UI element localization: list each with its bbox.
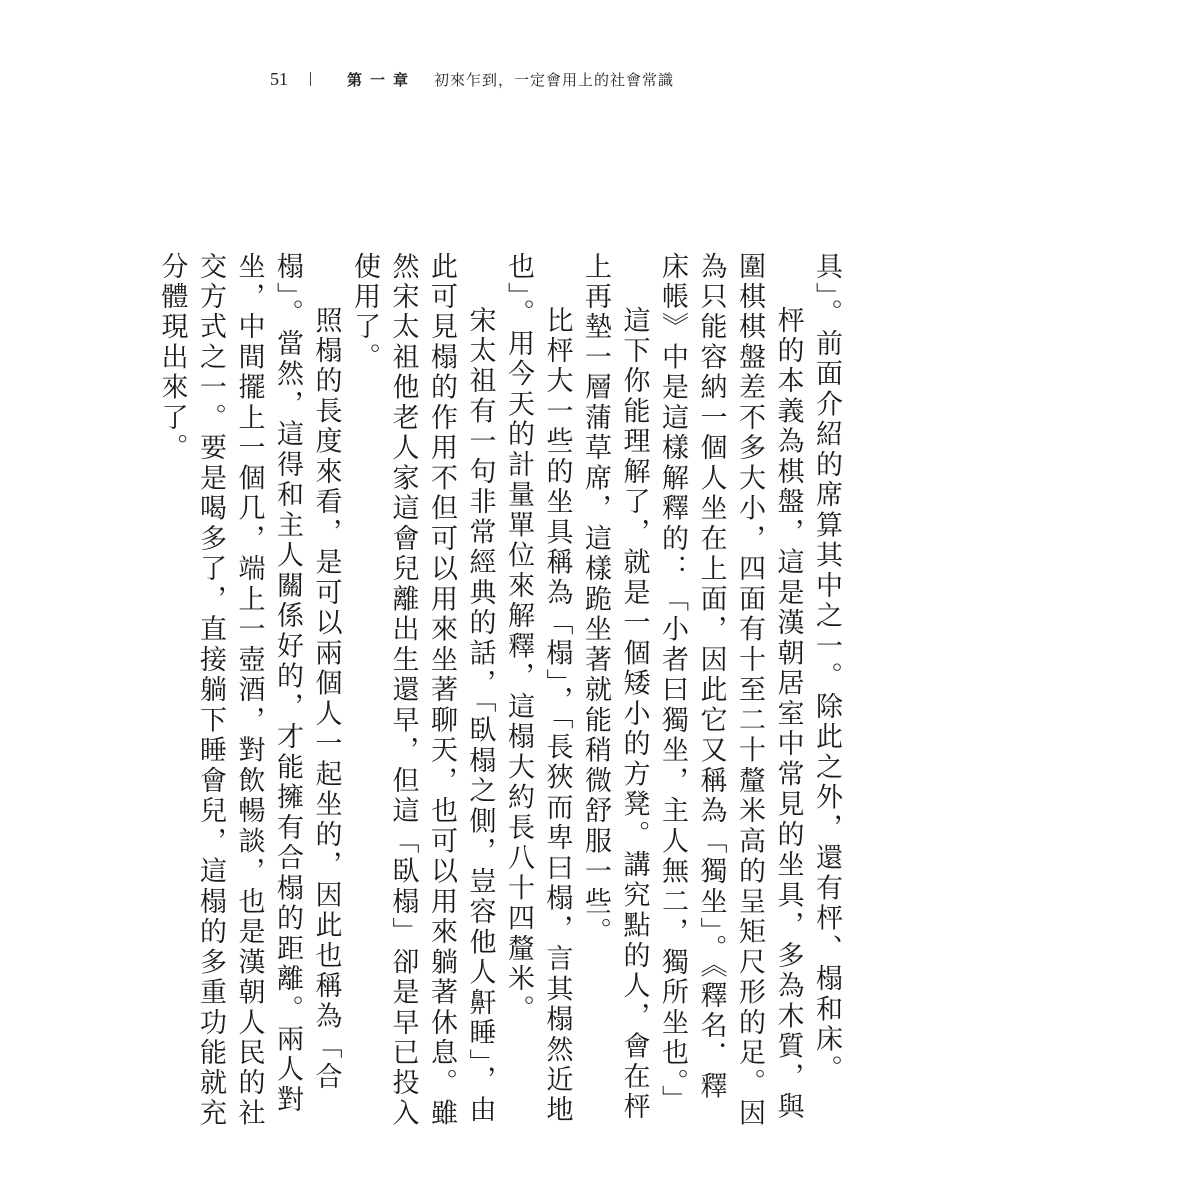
paragraph-he-ta: 照榻的長度來看，是可以兩個人一起坐的，因此也稱為「合榻」。當然，這得和主人關係好的，才能擁有合榻的距離。兩人對坐，中間擺上一個几，端上一壺酒，對飲暢談，也是漢朝人民的社交方式之一。要是喝多了，直接躺下睡會兒，這榻的多重功能就充分體現出來了。 [156,252,342,1129]
paragraph-ping: 枰的本義為棋盤，這是漢朝居室中常見的坐具，多為木質，與圍棋棋盤差不多大小，四面有十至二十釐米高的呈矩尺形的足。因為只能容納一個人坐在上面，因此它又稱為「獨坐」。《釋名．釋床帳》中是這樣解釋的：「小者曰獨坐，主人無二，獨所坐也。」 [657,252,804,1129]
chapter-label: 第一章 [347,70,417,89]
paragraph-continued: 具」。前面介紹的席算其中之一。除此之外，還有枰、榻和床。 [811,252,842,1086]
running-header [270,64,674,94]
chapter-title: 初來乍到，一定會用上的社會常識 [434,70,675,89]
header-divider [310,72,311,86]
vertical-text-body [152,252,845,1132]
paragraph-song-taizu: 宋太祖有一句非常經典的話，「臥榻之側，豈容他人鼾睡」，由此可見榻的作用不但可以用來坐著聊天，也可以用來躺著休息。雖然宋太祖他老人家這會兒離出生還早，但這「臥榻」卻是早已投入使用了。 [349,252,496,1129]
paragraph-stool: 這下你能理解了，就是一個矮小的方凳。講究點的人，會在枰上再墊一層蒲草席，這樣跪坐著就能稍微舒服一些。 [580,252,650,1123]
page-number: 51 [270,68,288,89]
paragraph-ta: 比枰大一些的坐具稱為「榻」，「長狹而卑曰榻，言其榻然近地也」。用今天的計量單位來解釋，這榻大約長八十四釐米。 [503,252,573,1126]
